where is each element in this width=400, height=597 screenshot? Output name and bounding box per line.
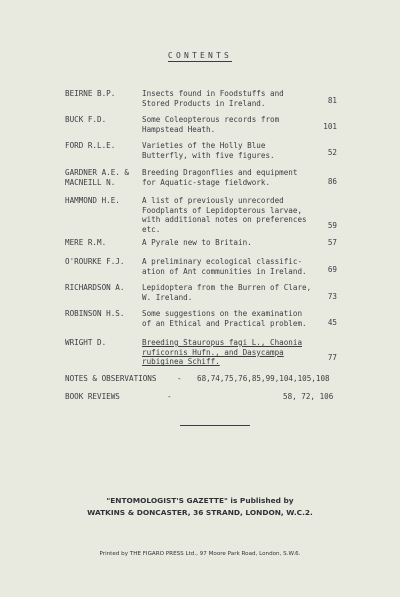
entry-page: 77: [327, 353, 337, 362]
entry-title: Some suggestions on the examination of an Ethical and Practical problem.: [142, 309, 307, 328]
entry-page: 59: [327, 221, 337, 230]
entry-title: Lepidoptera from the Burren of Clare, W. Ireland.: [142, 283, 312, 302]
printer-line: Printed by THE FIGARO PRESS Ltd., 97 Moore Park Road, London, S.W.6.: [99, 551, 301, 557]
entry-author: MERE R.M.: [65, 238, 107, 247]
reviews-pages: 58, 72, 106: [283, 392, 334, 401]
entry-author: FORD R.L.E.: [65, 141, 116, 150]
notes-dash: -: [177, 374, 182, 383]
notes-pages: 68,74,75,76,85,99,104,105,108: [197, 374, 330, 383]
entry-author: O'ROURKE F.J.: [65, 257, 125, 266]
entry-title: A preliminary ecological classific- ation of Ant communities in Ireland.: [142, 257, 307, 276]
entry-author: BEIRNE B.P.: [65, 89, 116, 98]
entry-author: RICHARDSON A.: [65, 283, 125, 292]
entry-page: 101: [323, 122, 337, 131]
entry-page: 45: [327, 318, 337, 327]
entry-title: Varieties of the Holly Blue Butterfly, with five figures.: [142, 141, 275, 160]
entry-title: A list of previously unrecorded Foodplants of Lepidopterous larvae, with additional notes on preferences etc.: [142, 196, 307, 234]
notes-label: NOTES & OBSERVATIONS: [65, 374, 157, 383]
entry-author: ROBINSON H.S.: [65, 309, 125, 318]
entry-title: A Pyrale new to Britain.: [142, 238, 252, 247]
entry-page: 86: [327, 177, 337, 186]
contents-heading: CONTENTS: [167, 51, 233, 60]
entry-page: 73: [327, 292, 337, 301]
entry-title: Breeding Stauropus fagi L., Chaonia ruficornis Hufn., and Dasycampa rubiginea Schiff.: [142, 338, 303, 367]
entry-author: BUCK F.D.: [65, 115, 107, 124]
entry-page: 81: [327, 96, 337, 105]
entry-author: WRIGHT D.: [65, 338, 107, 347]
entry-page: 69: [327, 265, 337, 274]
divider-rule: [180, 425, 250, 426]
entry-title: Some Coleopterous records from Hampstead Heath.: [142, 115, 280, 134]
entry-author: HAMMOND H.E.: [65, 196, 120, 205]
entry-title: Insects found in Foodstuffs and Stored Products in Ireland.: [142, 89, 284, 108]
reviews-label: BOOK REVIEWS: [65, 392, 120, 401]
entry-page: 52: [327, 148, 337, 157]
entry-page: 57: [327, 238, 337, 247]
publisher-line-2: WATKINS & DONCASTER, 36 STRAND, LONDON, W.C.2.: [87, 508, 313, 517]
publisher-line-1: "ENTOMOLOGIST'S GAZETTE" is Published by: [106, 496, 294, 505]
entry-title: Breeding Dragonflies and equipment for Aquatic-stage fieldwork.: [142, 168, 298, 187]
entry-author: GARDNER A.E. & MACNEILL N.: [65, 168, 130, 187]
reviews-dash: -: [167, 392, 172, 401]
